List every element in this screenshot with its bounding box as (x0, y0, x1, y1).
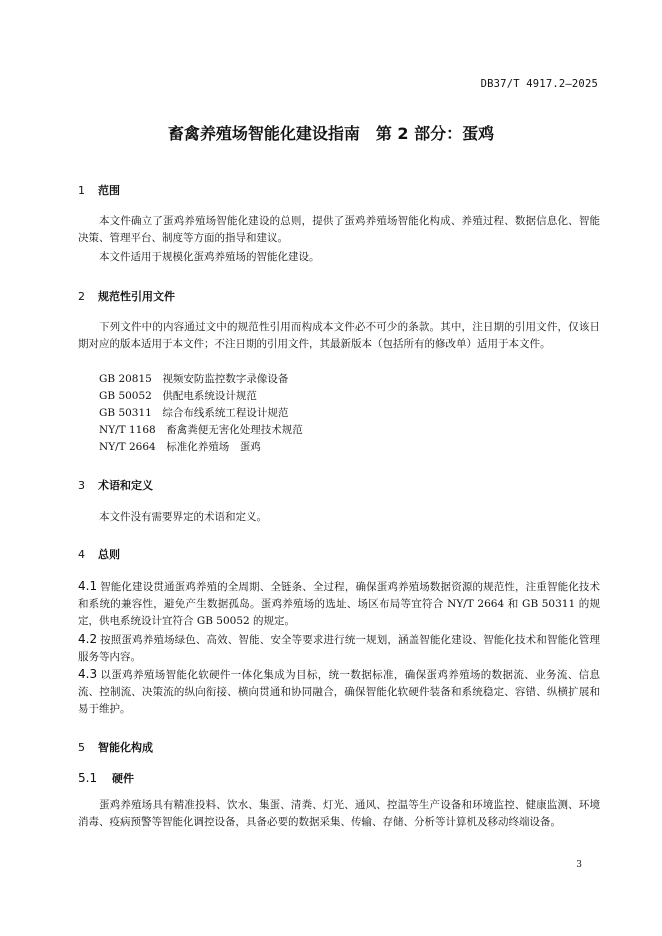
section-5-heading (78, 739, 153, 755)
section-2-paragraph-1: 下列文件中的内容通过文中的规范性引用而构成本文件必不可少的条款。其中，注日期的引用文件，仅该日期对应的版本适用于本文件；不注日期的引用文件，其最新版本（包括所有的修改单）适用于本文件。 (78, 321, 600, 350)
section-title: 智能化构成 (98, 741, 153, 754)
section-title: 范围 (98, 184, 120, 197)
document-code: DB37/T 4917.2—2025 (480, 78, 598, 90)
subsection-5-1-heading (78, 770, 134, 786)
subsection-number: 5.1 (78, 771, 98, 785)
reference-item: GB 50311 综合布线系统工程设计规范 (99, 407, 289, 419)
reference-item: GB 50052 供配电系统设计规范 (99, 390, 257, 402)
section-title: 规范性引用文件 (98, 290, 175, 303)
section-1-heading (78, 182, 120, 198)
section-3-heading (78, 477, 153, 493)
clause-text: 智能化建设贯通蛋鸡养殖的全周期、全链条、全过程，确保蛋鸡养殖场数据资源的规范性，注重智能化技术和系统的兼容性，避免产生数据孤岛。蛋鸡养殖场的选址、场区布局等宜符合 NY/T 2664 和 GB 50311 的规定，供电系统设计宜符合 GB 50052 的规定。 (78, 581, 600, 627)
section-4-heading (78, 546, 120, 562)
section-number: 2 (78, 290, 85, 303)
clause-number: 4.3 (78, 667, 98, 681)
subsection-title: 硬件 (112, 772, 134, 785)
clause-number: 4.2 (78, 632, 98, 646)
title-main: 畜禽养殖场智能化建设指南 (167, 124, 360, 143)
clause-4-2 (78, 631, 600, 666)
section-number: 5 (78, 741, 85, 754)
section-title: 术语和定义 (98, 479, 153, 492)
section-number: 1 (78, 184, 85, 197)
section-title: 总则 (98, 548, 120, 561)
page-number: 3 (576, 860, 582, 870)
section-2-heading (78, 288, 175, 304)
clause-number: 4.1 (78, 579, 98, 593)
subsection-5-1-paragraph-1: 蛋鸡养殖场具有精准投料、饮水、集蛋、清粪、灯光、通风、控温等生产设备和环境监控、健康监测、环境消毒、疫病预警等智能化调控设备，具备必要的数据采集、传输、存储、分析等计算机及移动终端设备。 (78, 799, 600, 828)
section-number: 4 (78, 548, 85, 561)
section-1-paragraph-1: 本文件确立了蛋鸡养殖场智能化建设的总则，提供了蛋鸡养殖场智能化构成、养殖过程、数据信息化、智能决策、管理平台、制度等方面的指导和建议。 (78, 215, 600, 244)
reference-item: NY/T 2664 标准化养殖场 蛋鸡 (99, 441, 261, 453)
clause-text: 按照蛋鸡养殖场绿色、高效、智能、安全等要求进行统一规划，涵盖智能化建设、智能化技术和智能化管理服务等内容。 (78, 634, 600, 663)
reference-item: GB 20815 视频安防监控数字录像设备 (99, 373, 289, 385)
title-part: 第 2 部分：蛋鸡 (375, 124, 495, 143)
section-number: 3 (78, 479, 85, 492)
clause-text: 以蛋鸡养殖场智能化软硬件一体化集成为目标，统一数据标准，确保蛋鸡养殖场的数据流、业务流、信息流、控制流、决策流的纵向衔接、横向贯通和协同融合，确保智能化软硬件装备和系统稳定、容错、纵横扩展和易于维护。 (78, 669, 600, 715)
reference-item: NY/T 1168 畜禽粪便无害化处理技术规范 (99, 424, 303, 436)
page-title (0, 121, 662, 144)
section-3-paragraph-1: 本文件没有需要界定的术语和定义。 (99, 511, 267, 523)
section-1-paragraph-2: 本文件适用于规模化蛋鸡养殖场的智能化建设。 (99, 251, 320, 263)
clause-4-3 (78, 666, 600, 717)
clause-4-1 (78, 578, 600, 629)
